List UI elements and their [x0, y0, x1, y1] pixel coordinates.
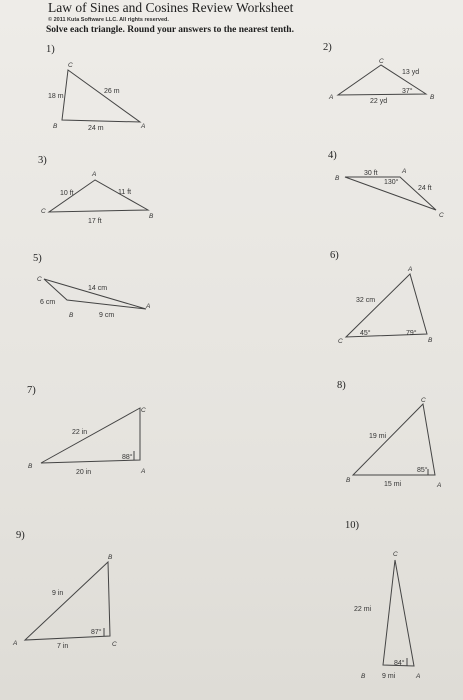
p2-vertex-1: C [379, 58, 384, 65]
p5-vertex-1: C [37, 276, 42, 283]
p4-vertex-3: C [439, 212, 444, 219]
p2-vertex-2: A [329, 94, 334, 101]
p4-label-1: 30 ft [364, 170, 378, 177]
p7-vertex-2: B [28, 463, 33, 470]
triangle-8 [353, 404, 435, 475]
p9-vertex-3: C [112, 641, 117, 648]
triangle-1 [62, 70, 140, 122]
p10-vertex-2: B [361, 673, 366, 680]
problem-10-number: 10) [345, 520, 359, 531]
p8-label-2: 15 mi [384, 481, 402, 488]
p7-vertex-1: C [141, 407, 146, 414]
problem-7-number: 7) [27, 385, 36, 396]
copyright-notice: © 2011 Kuta Software LLC. All rights reserved. [48, 17, 169, 23]
p3-label-3: 17 ft [88, 218, 102, 225]
triangle-10 [383, 560, 414, 666]
problem-1-number: 1) [46, 44, 55, 55]
p10-label-1: 22 mi [354, 606, 372, 613]
p1-vertex-3: A [141, 123, 146, 130]
p2-vertex-3: B [430, 94, 435, 101]
p4-label-2: 130° [384, 179, 399, 186]
p1-vertex-2: B [53, 123, 58, 130]
p7-label-2: 20 in [76, 469, 92, 476]
p3-label-1: 10 ft [60, 190, 74, 197]
p3-vertex-3: B [149, 213, 154, 220]
p6-label-2: 45° [360, 330, 371, 337]
problem-8-number: 8) [337, 380, 346, 391]
p1-label-3: 24 m [88, 125, 104, 132]
p6-vertex-3: B [428, 337, 433, 344]
p4-vertex-1: B [335, 175, 340, 182]
p6-vertex-1: A [408, 266, 413, 273]
p5-label-3: 9 cm [99, 312, 115, 319]
p10-label-2: 9 mi [382, 673, 396, 680]
p8-label-3: 85° [417, 467, 428, 474]
p8-vertex-2: B [346, 477, 351, 484]
p7-label-3: 88° [122, 454, 133, 461]
p6-label-3: 79° [406, 330, 417, 337]
p9-vertex-1: B [108, 554, 113, 561]
p2-label-2: 37° [402, 88, 413, 95]
p3-vertex-1: A [92, 171, 97, 178]
p1-vertex-1: C [68, 62, 73, 69]
p3-label-2: 11 ft [118, 189, 132, 196]
page-title: Law of Sines and Cosines Review Worksheet [48, 0, 294, 15]
p8-vertex-1: C [421, 397, 426, 404]
p2-label-1: 13 yd [402, 69, 420, 76]
p4-label-3: 24 ft [418, 185, 432, 192]
p1-label-1: 18 m [48, 93, 64, 100]
problem-9-number: 9) [16, 530, 25, 541]
triangle-6 [346, 274, 427, 337]
p10-vertex-3: A [416, 673, 421, 680]
p3-vertex-2: C [41, 208, 46, 215]
problem-6-number: 6) [330, 250, 339, 261]
p4-vertex-2: A [402, 168, 407, 175]
p9-vertex-2: A [13, 640, 18, 647]
triangle-5 [44, 279, 146, 309]
p9-label-3: 87° [91, 629, 102, 636]
p5-vertex-3: A [146, 303, 151, 310]
p10-label-3: 84° [394, 660, 405, 667]
p7-label-1: 22 in [72, 429, 88, 436]
p6-label-1: 32 cm [356, 297, 376, 304]
p8-label-1: 19 mi [369, 433, 387, 440]
problem-3-number: 3) [38, 155, 47, 166]
p9-label-2: 7 in [57, 643, 69, 650]
problem-2-number: 2) [323, 42, 332, 53]
p5-label-1: 14 cm [88, 285, 108, 292]
p2-label-3: 22 yd [370, 98, 388, 105]
instructions: Solve each triangle. Round your answers to the nearest tenth. [46, 25, 294, 35]
p7-vertex-3: A [141, 468, 146, 475]
problem-4-number: 4) [328, 150, 337, 161]
p1-label-2: 26 m [104, 88, 120, 95]
problem-5-number: 5) [33, 253, 42, 264]
p5-vertex-2: B [69, 312, 74, 319]
p5-label-2: 6 cm [40, 299, 56, 306]
p6-vertex-2: C [338, 338, 343, 345]
p8-vertex-3: A [437, 482, 442, 489]
p10-vertex-1: C [393, 551, 398, 558]
p9-label-1: 9 in [52, 590, 64, 597]
